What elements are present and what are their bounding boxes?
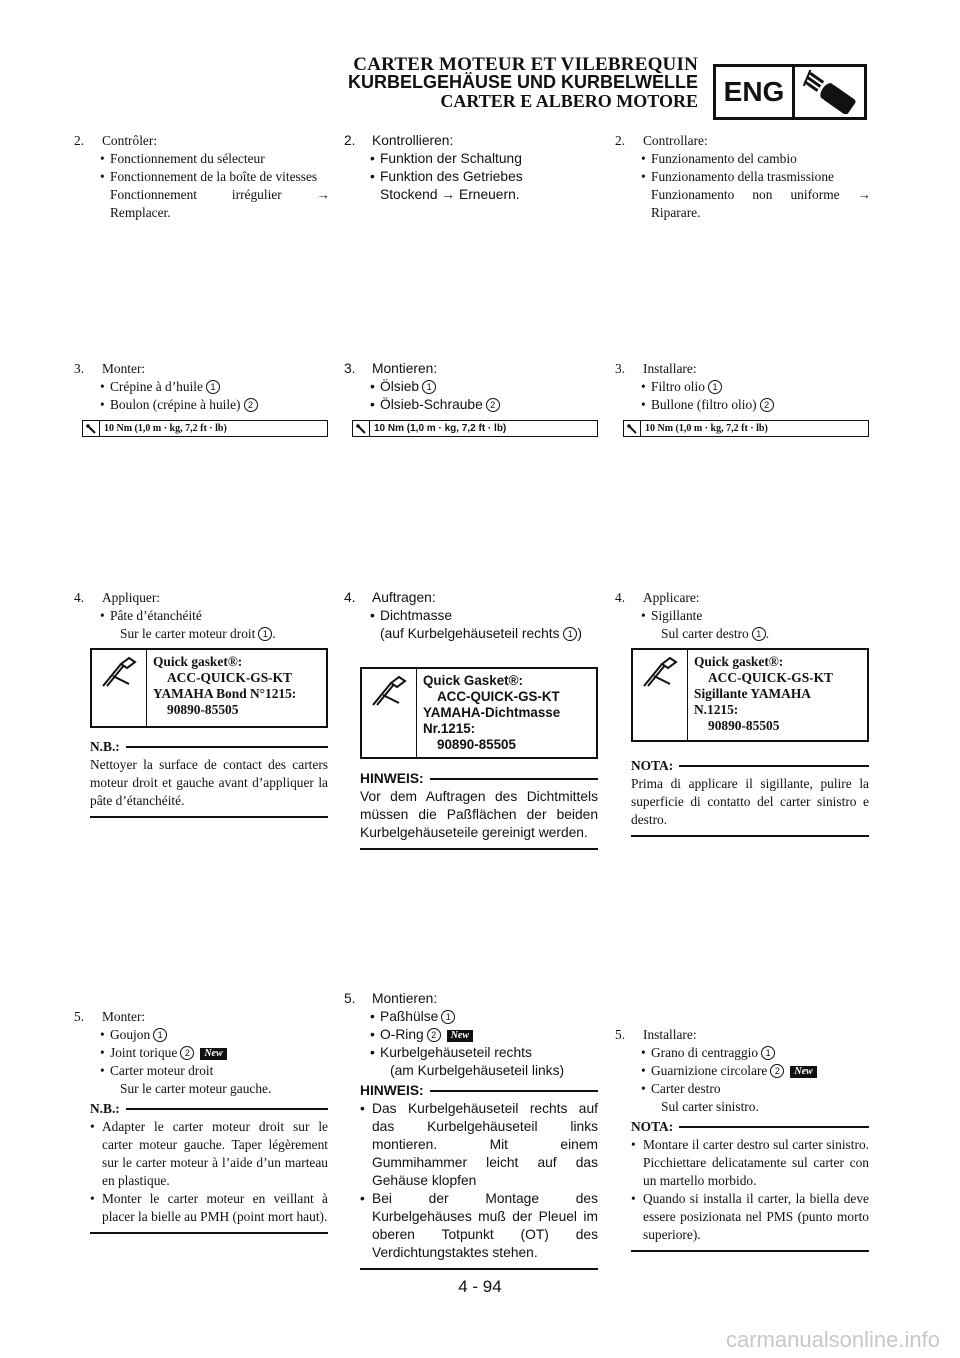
step-number: 3. [74, 361, 85, 376]
item-label: Paßhülse [380, 1009, 439, 1024]
list-item-detail: Stockend → Erneuern. [380, 187, 520, 202]
item-label: Goujon [110, 1027, 151, 1042]
sealant-box [90, 648, 328, 728]
item-label: O-Ring [380, 1027, 424, 1042]
torque-value: 10 Nm (1,0 m · kg, 7,2 ft · lb) [374, 422, 507, 434]
sealant-name: Quick gasket®: [153, 654, 243, 669]
step-number: 5. [615, 1027, 626, 1042]
callout-number: 1 [422, 380, 436, 394]
list-item [74, 1026, 330, 1044]
list-item: • Funktion der Schaltung [344, 150, 600, 168]
note-text: Prima di applicare il sigillante, pulire la superficie di contatto del carter sinistro e destro. [631, 776, 869, 827]
sealant-part-number: 90890-85505 [167, 702, 239, 717]
list-item: • Funzionamento della trasmissione [615, 168, 871, 186]
item-label: Ölsieb-Schraube [380, 397, 483, 412]
step-number: 4. [74, 590, 85, 605]
step-5 [74, 1008, 330, 1098]
new-part-badge: New [790, 1066, 816, 1078]
note-text: Nettoyer la surface de contact des carters moteur droit et gauche avant d’appliquer la pâte d’étanchéité. [90, 757, 328, 808]
list-item: • Carter moteur droit [74, 1062, 330, 1080]
list-item: • Pâte d’étanchéité [74, 607, 330, 625]
callout-number: 2 [244, 398, 258, 412]
callout-number: 1 [258, 627, 272, 641]
step-4 [344, 589, 600, 643]
note-heading: N.B.: [90, 1101, 120, 1116]
list-item [615, 1062, 871, 1080]
sealant-alt-number: Nr.1215: [423, 721, 476, 736]
watermark: carmanualsonline.info [725, 1327, 940, 1352]
step-title: Monter: [102, 361, 146, 376]
step-title: Applicare: [643, 590, 700, 605]
note-block [90, 1100, 328, 1234]
sealant-box [360, 667, 598, 759]
section-title-fr: CARTER MOTEUR ET VILEBREQUIN [353, 54, 698, 75]
note-heading: HINWEIS: [360, 1083, 424, 1098]
sealant-name: Quick gasket®: [694, 654, 784, 669]
list-item [74, 1044, 330, 1062]
item-label-end: ) [577, 626, 582, 641]
note-block [360, 1082, 598, 1270]
step-number: 4. [344, 590, 356, 605]
callout-number: 2 [427, 1028, 441, 1042]
list-item-detail: Sur le carter moteur droit 1 . [120, 626, 276, 641]
list-item [74, 396, 330, 414]
note-item: • Monter le carter moteur en veillant à placer la bielle au PMH (point mort haut). [90, 1190, 328, 1226]
list-item: • Funktion des Getriebes [344, 168, 600, 186]
item-label: Bullone (filtro olio) [651, 397, 757, 412]
step-number: 3. [344, 361, 356, 376]
item-label: Sur le carter moteur droit [120, 626, 256, 641]
engine-icon [795, 67, 864, 117]
step-number: 2. [615, 133, 626, 148]
wrench-icon [353, 421, 370, 436]
list-item: • Carter destro [615, 1080, 871, 1098]
step-4 [615, 589, 871, 643]
step-title: Auftragen: [372, 590, 436, 605]
item-label: Joint torique [110, 1045, 178, 1060]
callout-number: 2 [760, 398, 774, 412]
step-number: 5. [74, 1009, 85, 1024]
callout-number: 1 [761, 1046, 775, 1060]
note-block [360, 770, 598, 850]
new-part-badge: New [447, 1030, 473, 1042]
callout-number: 1 [206, 380, 220, 394]
list-item: • Funzionamento del cambio [615, 150, 871, 168]
list-item-detail: Fonctionnement irrégulier → Remplacer. [110, 187, 330, 220]
note-item: • Das Kurbelgehäuseteil rechts auf das Kurbelgehäuseteil links montieren. Mit einem Gummihammer leicht auf das Gehäuse klopfen [360, 1100, 598, 1190]
eng-badge [713, 64, 867, 120]
list-item [344, 1026, 600, 1044]
sealant-code: ACC-QUICK-GS-KT [437, 689, 560, 704]
note-heading: N.B.: [90, 739, 120, 754]
step-5 [344, 990, 600, 1080]
list-item-detail: Sul carter destro 1 . [661, 626, 770, 641]
note-item: • Adapter le carter moteur droit sur le carter moteur gauche. Taper légèrement sur le carter moteur à l’aide d’un marteau en plastique. [90, 1118, 328, 1190]
sealant-alt-name: YAMAHA-Dichtmasse [423, 705, 561, 720]
sealant-part-number: 90890-85505 [437, 737, 516, 752]
wrench-icon [624, 421, 641, 436]
callout-number: 1 [563, 627, 577, 641]
torque-spec [352, 420, 598, 437]
callout-number: 1 [752, 627, 766, 641]
sealant-box [631, 648, 869, 742]
step-3 [615, 360, 871, 437]
list-item [344, 1008, 600, 1026]
callout-number: 2 [180, 1046, 194, 1060]
list-item [74, 378, 330, 396]
step-3 [74, 360, 330, 437]
list-item [344, 378, 600, 396]
list-item: • Sigillante [615, 607, 871, 625]
list-item: • Fonctionnement de la boîte de vitesses [74, 168, 330, 186]
list-item-detail: (am Kurbelgehäuseteil links) [390, 1063, 565, 1078]
sealant-part-number: 90890-85505 [708, 718, 780, 733]
sealant-name: Quick Gasket®: [423, 673, 523, 688]
step-title: Monter: [102, 1009, 146, 1024]
eng-badge-label: ENG [716, 67, 795, 117]
list-item [344, 396, 600, 414]
list-item-detail: Sur le carter moteur gauche. [120, 1081, 272, 1096]
list-item: • Dichtmasse [344, 607, 600, 625]
list-item-detail: Funzionamento non uniforme → Riparare. [651, 187, 871, 220]
list-item: • Kurbelgehäuseteil rechts [344, 1044, 600, 1062]
section-title-it: CARTER E ALBERO MOTORE [440, 91, 698, 111]
step-3 [344, 360, 600, 437]
list-item: • Fonctionnement du sélecteur [74, 150, 330, 168]
list-item [615, 1044, 871, 1062]
note-block [90, 738, 328, 818]
step-2 [344, 132, 600, 204]
step-title: Montieren: [372, 991, 438, 1006]
callout-number: 1 [708, 380, 722, 394]
note-text: Vor dem Auftragen des Dichtmittels müssen die Paßflächen der beiden Kurbelgehäuseteile gereinigt werden. [360, 789, 598, 840]
torque-spec [623, 420, 869, 437]
list-item-detail [344, 625, 600, 643]
note-item: • Montare il carter destro sul carter sinistro. Picchiettare delicatamente sul carter con un martello morbido. [631, 1136, 869, 1190]
item-label: Sul carter destro [661, 626, 749, 641]
sealant-alt-name: Sigillante YAMAHA [694, 686, 811, 701]
step-2 [615, 132, 871, 222]
new-part-badge: New [200, 1048, 226, 1060]
torque-value: 10 Nm (1,0 m · kg, 7,2 ft · lb) [645, 422, 768, 434]
list-item [615, 378, 871, 396]
sealant-alt-name: YAMAHA Bond N°1215: [153, 686, 297, 701]
note-heading: NOTA: [631, 1119, 674, 1134]
sealant-code: ACC-QUICK-GS-KT [167, 670, 292, 685]
note-heading: HINWEIS: [360, 771, 424, 786]
step-number: 4. [615, 590, 626, 605]
step-title: Appliquer: [102, 590, 161, 605]
step-title: Controllare: [643, 133, 708, 148]
torque-spec [82, 420, 328, 437]
step-number: 5. [344, 991, 356, 1006]
sealant-tool-icon [92, 650, 147, 726]
step-number: 2. [74, 133, 85, 148]
item-label: (auf Kurbelgehäuseteil rechts [380, 626, 560, 641]
step-number: 2. [344, 133, 356, 148]
sealant-alt-number: N.1215: [694, 702, 739, 717]
note-heading: NOTA: [631, 758, 674, 773]
step-title: Installare: [643, 1027, 697, 1042]
item-label: Grano di centraggio [651, 1045, 759, 1060]
step-title: Installare: [643, 361, 697, 376]
note-item: • Quando si installa il carter, la biella deve essere posizionata nel PMS (punto morto superiore). [631, 1190, 869, 1244]
note-block [631, 1118, 869, 1252]
step-title: Contrôler: [102, 133, 158, 148]
callout-number: 1 [153, 1028, 167, 1042]
list-item-detail: Sul carter sinistro. [661, 1099, 759, 1114]
wrench-icon [83, 421, 100, 436]
item-label: Guarnizione circolare [651, 1063, 768, 1078]
sealant-tool-icon [362, 669, 417, 757]
callout-number: 2 [770, 1064, 784, 1078]
item-label: Boulon (crépine à huile) [110, 397, 241, 412]
sealant-tool-icon [633, 650, 688, 740]
step-number: 3. [615, 361, 626, 376]
step-2 [74, 132, 330, 222]
sealant-code: ACC-QUICK-GS-KT [708, 670, 833, 685]
step-title: Kontrollieren: [372, 133, 454, 148]
torque-value: 10 Nm (1,0 m · kg, 7,2 ft · lb) [104, 422, 227, 434]
note-item: • Bei der Montage des Kurbelgehäuses muß der Pleuel im oberen Totpunkt (OT) des Verdichtungstaktes stehen. [360, 1190, 598, 1262]
item-label: Crépine à d’huile [110, 379, 203, 394]
step-title: Montieren: [372, 361, 438, 376]
callout-number: 1 [441, 1010, 455, 1024]
section-title-de: KURBELGEHÄUSE UND KURBELWELLE [347, 72, 698, 92]
step-5 [615, 1026, 871, 1116]
item-label: Filtro olio [651, 379, 705, 394]
step-4 [74, 589, 330, 643]
item-label: Ölsieb [380, 379, 420, 394]
page-number: 4 - 94 [458, 1277, 502, 1296]
callout-number: 2 [486, 398, 500, 412]
list-item [615, 396, 871, 414]
note-block [631, 757, 869, 837]
